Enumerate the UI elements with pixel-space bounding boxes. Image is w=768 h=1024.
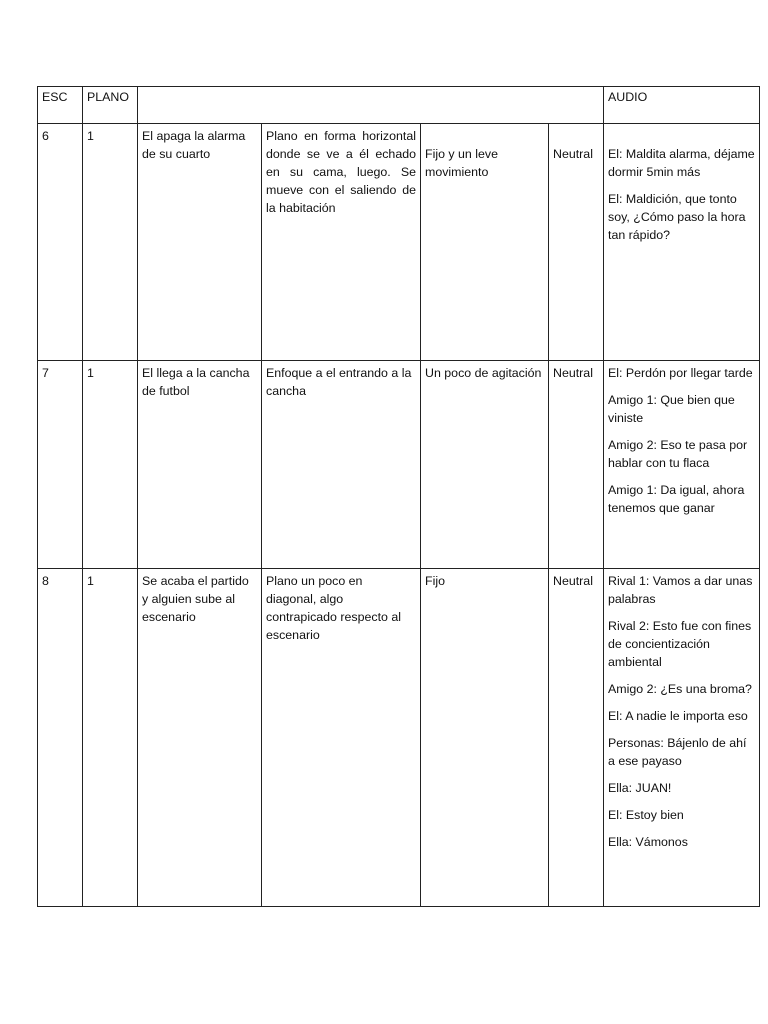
header-audio: AUDIO [604,87,760,124]
cell-tono: Neutral [549,361,604,569]
dialogue-line: Rival 1: Vamos a dar unas palabras [608,574,753,606]
dialogue-line: Personas: Bájenlo de ahí a ese payaso [608,736,747,768]
table-row [38,569,760,907]
dialogue-line: El: Maldita alarma, déjame dormir 5min más [608,147,755,179]
dialogue-line: Amigo 1: Que bien que viniste [608,393,735,425]
dialogue-line: El: Perdón por llegar tarde [608,366,753,380]
cell-accion: El llega a la cancha de futbol [138,361,262,569]
script-table [37,86,760,907]
header-blank [138,87,604,124]
cell-esc: 7 [38,361,83,569]
cell-tono: Neutral [549,124,604,361]
cell-movimiento: Fijo [421,569,549,907]
cell-plano: 1 [83,124,138,361]
dialogue-line: Rival 2: Esto fue con fines de concientización ambiental [608,619,752,669]
cell-plano: 1 [83,361,138,569]
dialogue-line: El: A nadie le importa eso [608,709,748,723]
cell-descripcion: Enfoque a el entrando a la cancha [262,361,421,569]
cell-esc: 6 [38,124,83,361]
cell-descripcion: Plano en forma horizontal donde se ve a él echado en su cama, luego. Se mueve con el saliendo de la habitación [262,124,421,361]
dialogue-line: Amigo 2: Eso te pasa por hablar con tu flaca [608,438,748,470]
cell-plano: 1 [83,569,138,907]
table-row [38,361,760,569]
header-esc: ESC [38,87,83,124]
cell-accion: El apaga la alarma de su cuarto [138,124,262,361]
dialogue-line: Amigo 1: Da igual, ahora tenemos que ganar [608,483,745,515]
table-header-row [38,87,760,124]
cell-audio [604,124,760,361]
cell-audio [604,569,760,907]
dialogue-line: El: Maldición, que tonto soy, ¿Cómo paso la hora tan rápido? [608,192,746,242]
dialogue-line: Amigo 2: ¿Es una broma? [608,682,752,696]
cell-descripcion: Plano un poco en diagonal, algo contrapicado respecto al escenario [262,569,421,907]
header-plano: PLANO [83,87,138,124]
dialogue-line: El: Estoy bien [608,808,684,822]
cell-accion: Se acaba el partido y alguien sube al escenario [138,569,262,907]
cell-tono: Neutral [549,569,604,907]
dialogue-line: Ella: Vámonos [608,835,688,849]
table-row [38,124,760,361]
cell-movimiento: Fijo y un leve movimiento [421,124,549,361]
dialogue-line: Ella: JUAN! [608,781,672,795]
cell-movimiento: Un poco de agitación [421,361,549,569]
cell-audio [604,361,760,569]
cell-esc: 8 [38,569,83,907]
